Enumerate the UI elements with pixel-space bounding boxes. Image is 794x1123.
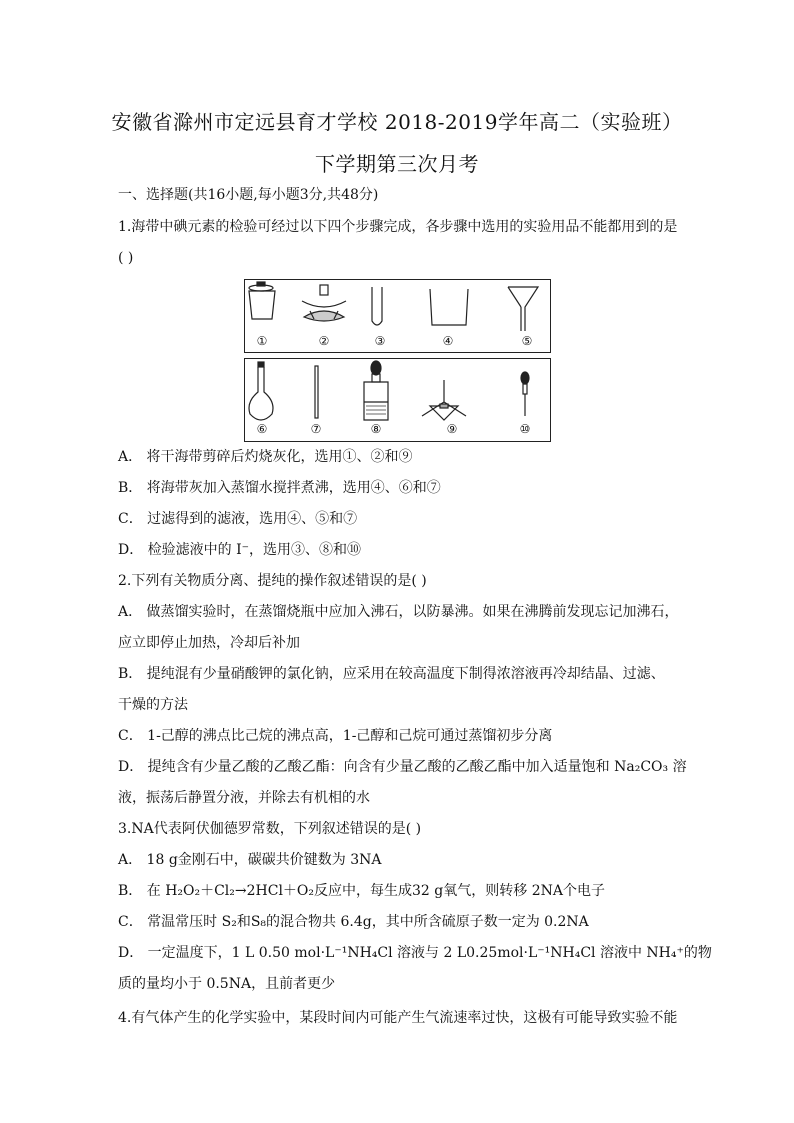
test-tube-icon: [372, 287, 382, 325]
label-8: ⑧: [370, 422, 382, 436]
q1-stem: 1.海带中碘元素的检验可经过以下四个步骤完成，各步骤中选用的实验用品不能都用到的是: [118, 219, 678, 235]
q2-option-b-line2: 干燥的方法: [118, 697, 188, 713]
q2-option-a-line1: A． 做蒸馏实验时，在蒸馏烧瓶中应加入沸石，以防暴沸。如果在沸腾前发现忘记加沸石，: [118, 604, 679, 620]
label-2: ②: [318, 334, 330, 348]
q3-option-a: A． 18 g金刚石中，碳碳共价键数为 3NA: [118, 852, 382, 868]
q3-option-d-line1: D． 一定温度下，1 L 0.50 mol·L⁻¹NH₄Cl 溶液与 2 L0.25mol·L⁻¹NH₄Cl 溶液中 NH₄⁺的物: [118, 945, 712, 961]
q2-stem: 2.下列有关物质分离、提纯的操作叙述错误的是( ): [118, 573, 427, 589]
q1-option-b: B． 将海带灰加入蒸馏水搅拌煮沸，选用④、⑥和⑦: [118, 480, 441, 496]
q3-option-c: C． 常温常压时 S₂和S₈的混合物共 6.4g，其中所含硫原子数一定为 0.2NA: [118, 914, 589, 930]
q1-option-a: A． 将干海带剪碎后灼烧灰化，选用①、②和⑨: [118, 449, 413, 465]
q2-option-c: C． 1-己醇的沸点比己烷的沸点高，1-己醇和己烷可通过蒸馏初步分离: [118, 728, 553, 744]
dropper-icon: [521, 372, 529, 416]
funnel-icon: [508, 287, 538, 331]
label-10: ⑩: [519, 422, 531, 436]
q2-option-d-line1: D． 提纯含有少量乙酸的乙酸乙酯：向含有少量乙酸的乙酸乙酯中加入适量饱和 Na₂CO₃ 溶: [118, 759, 687, 775]
q2-option-d-line2: 液，振荡后静置分液，并除去有机相的水: [118, 790, 370, 806]
label-3: ③: [374, 334, 386, 348]
q3-stem: 3.NA代表阿伏伽德罗常数，下列叙述错误的是( ): [118, 821, 422, 837]
label-5: ⑤: [521, 334, 533, 348]
section-heading: 一、选择题(共16小题,每小题3分,共48分): [118, 187, 379, 203]
q2-option-b-line1: B． 提纯混有少量硝酸钾的氯化钠，应采用在较高温度下制得浓溶液再冷却结晶、过滤、: [118, 666, 665, 682]
q3-option-d-line2: 质的量均小于 0.5NA，且前者更少: [118, 976, 336, 992]
label-4: ④: [442, 334, 454, 348]
exam-title-line2: 下学期第三次月考: [315, 152, 479, 176]
crucible-icon: [249, 282, 275, 319]
apparatus-drawings-row-1: [244, 279, 549, 351]
label-1: ①: [256, 334, 268, 348]
q1-option-d: D． 检验滤液中的 I⁻，选用③、⑧和⑩: [118, 542, 362, 558]
exam-title-line1: 安徽省滁州市定远县育才学校 2018-2019学年高二（实验班）: [111, 110, 683, 134]
label-9: ⑨: [446, 422, 458, 436]
beaker-icon: [430, 289, 468, 325]
volumetric-flask-icon: [249, 362, 273, 420]
evaporating-dish-icon: [302, 285, 346, 321]
q1-option-c: C． 过滤得到的滤液，选用④、⑤和⑦: [118, 511, 358, 527]
clay-triangle-icon: [422, 380, 466, 420]
q1-paren: ( ): [118, 250, 134, 266]
q4-stem: 4.有气体产生的化学实验中，某段时间内可能产生气流速率过快，这极有可能导致实验不能: [118, 1010, 678, 1026]
glass-rod-icon: [315, 366, 318, 418]
dropper-bottle-icon: [364, 361, 388, 420]
q3-option-b: B． 在 H₂O₂＋Cl₂→2HCl＋O₂反应中，每生成32 g氧气，则转移 2NA个电子: [118, 883, 605, 899]
q2-option-a-line2: 应立即停止加热，冷却后补加: [118, 635, 300, 651]
label-7: ⑦: [310, 422, 322, 436]
apparatus-drawings-row-2: [244, 358, 549, 440]
label-6: ⑥: [256, 422, 268, 436]
